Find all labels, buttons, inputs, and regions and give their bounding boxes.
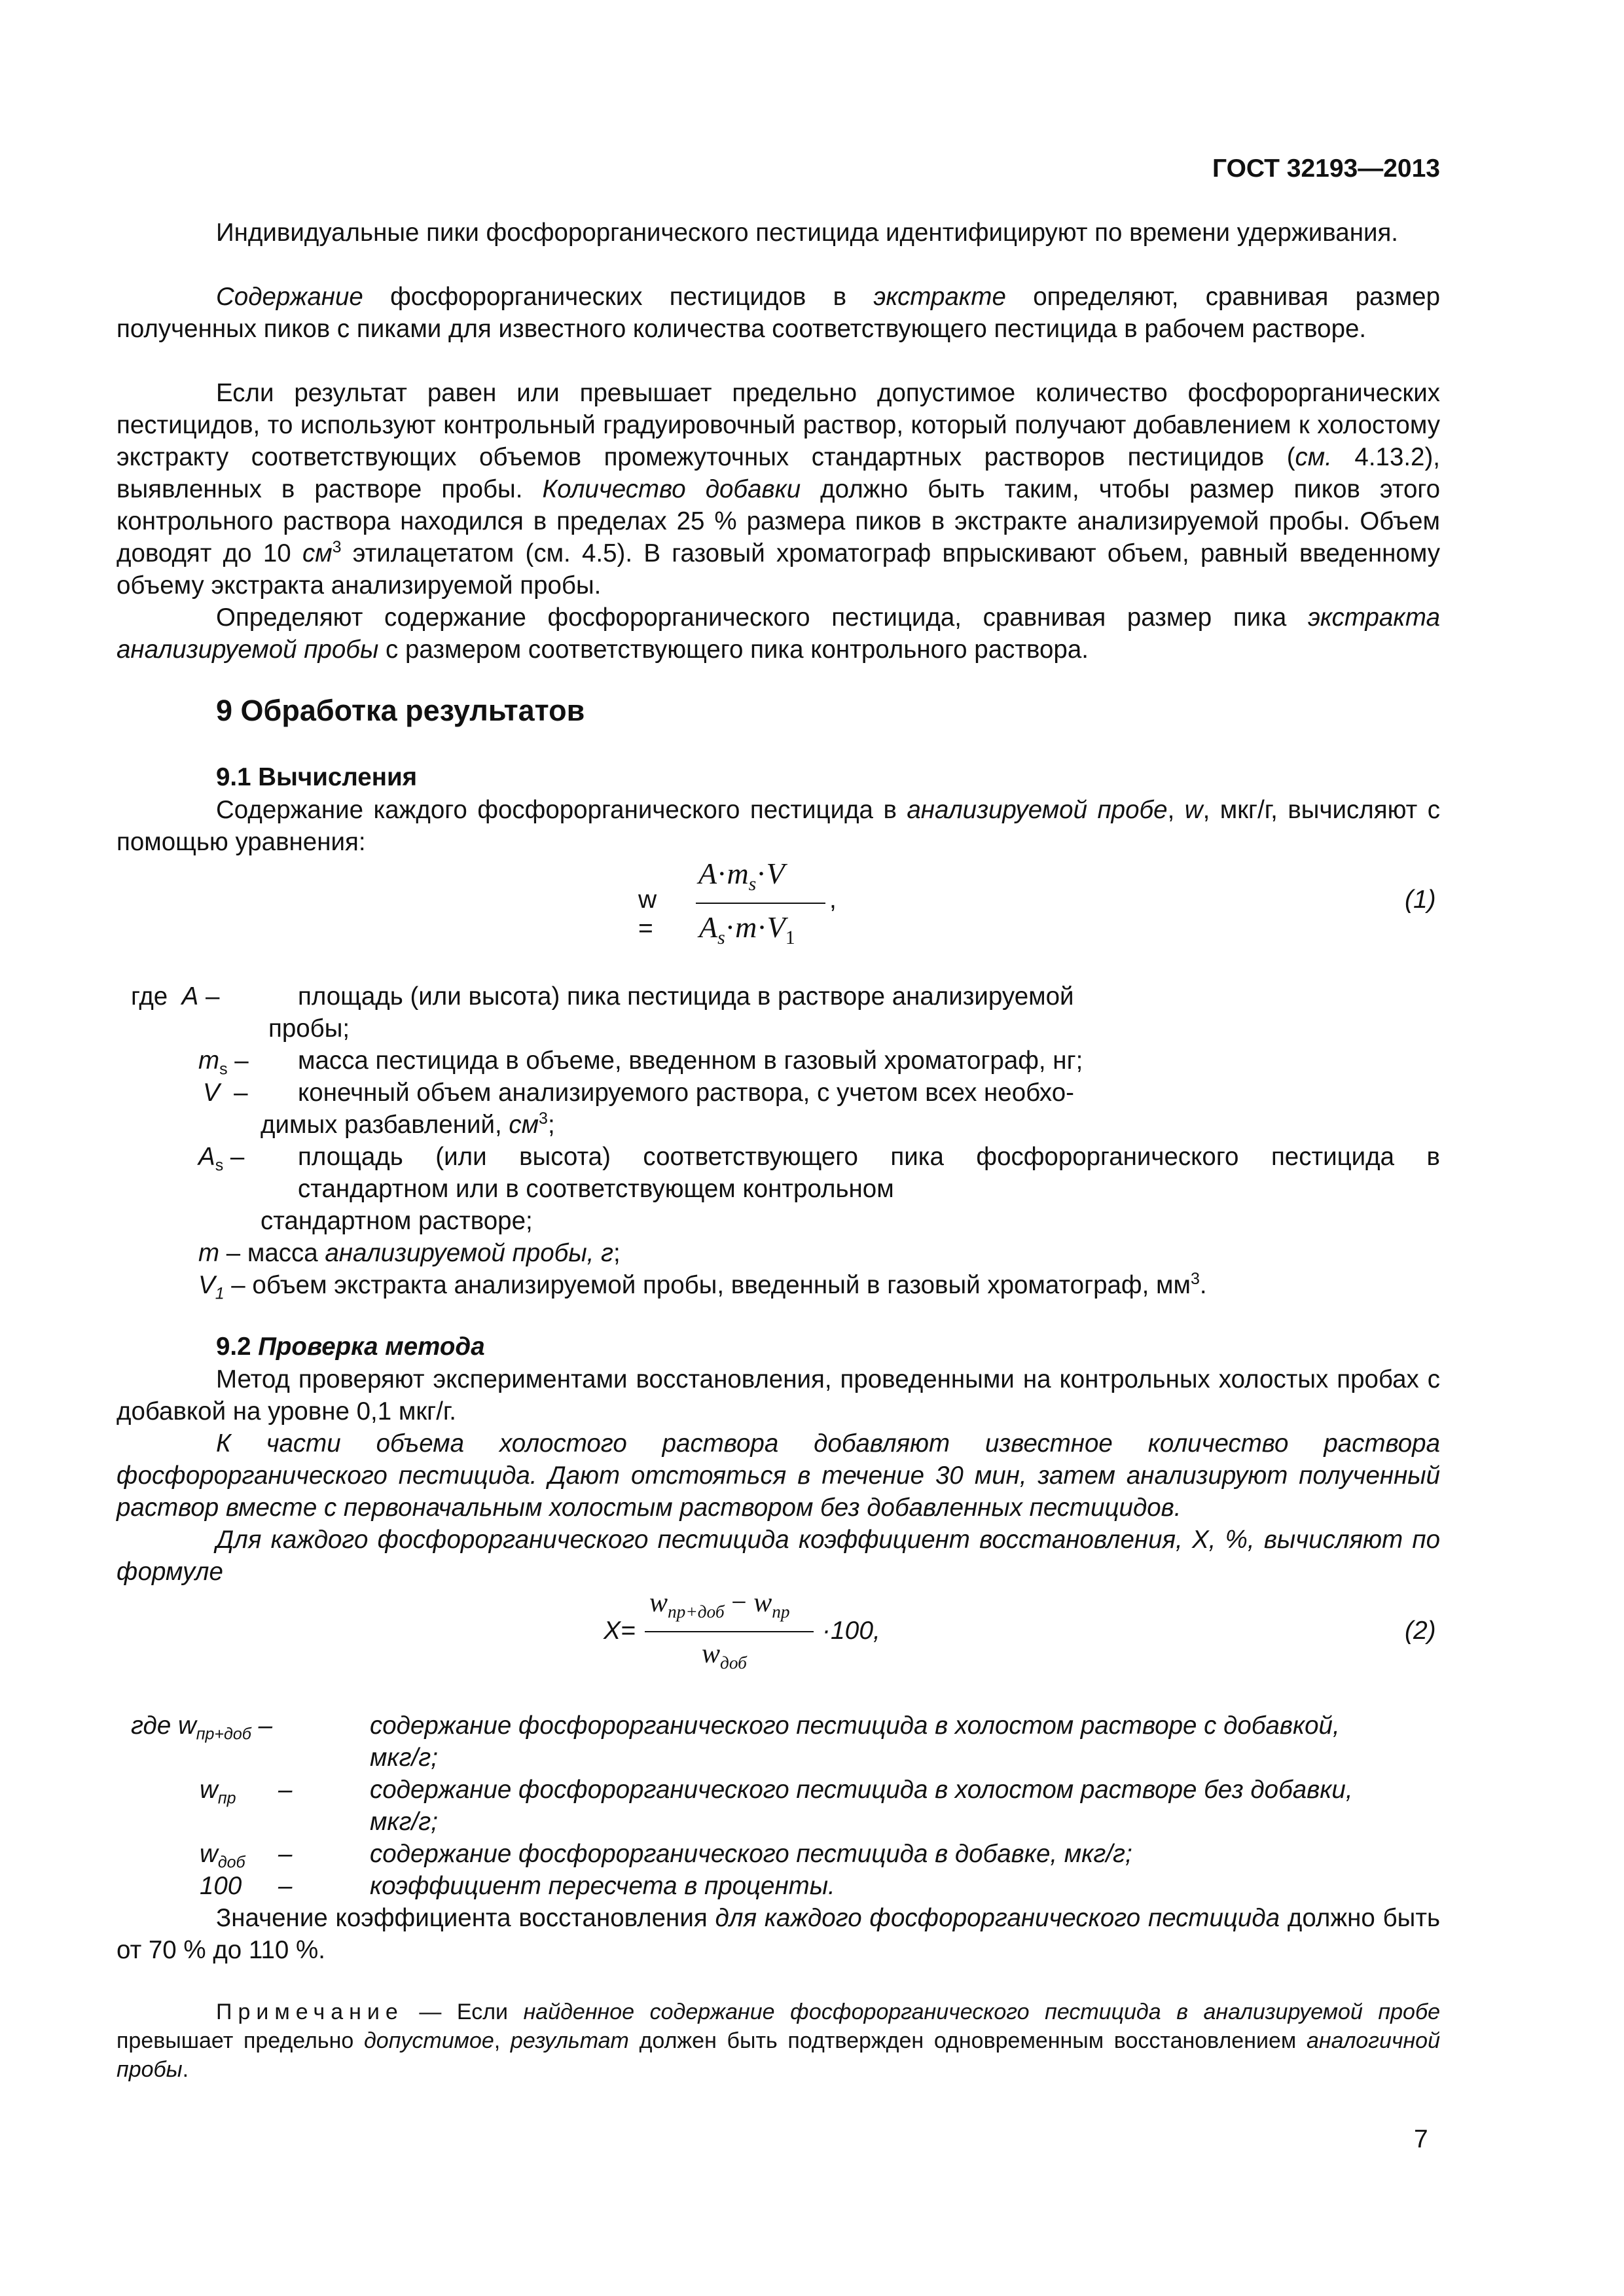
def2-wdob-label: $w_{доб}$ <box>200 1840 245 1872</box>
def-ms-label: $m_s$ – <box>198 1047 249 1079</box>
equation-1-fraction-bar <box>696 903 825 904</box>
def2-100-label: 100 <box>200 1872 242 1900</box>
def-v-label: V – <box>203 1079 248 1107</box>
paragraph-9-2-procedure: К части объема холостого раствора добавляют известное количество раствора фосфорорганического пестицида. Дают отстояться в течение 30 мин, затем анализируют полученный раствор вместе с первоначальным холостым раствором без добавленных пестицидов. <box>117 1429 1440 1522</box>
paragraph-9-2-method: Метод проверяют экспериментами восстановления, проведенными на контрольных холостых пробах с добавкой на уровне 0,1 мкг/г. <box>117 1365 1440 1426</box>
def2-wprdob-text-cont: мкг/г; <box>370 1744 438 1772</box>
note-paragraph: Примечание — Если найденное содержание фосфорорганического пестицида в анализируемой пробе превышает предельно допустимое, результат должен быть подтвержден одновременным восстановлением аналогичной пробы. <box>117 2000 1440 2082</box>
def2-wpr-text-cont: мкг/г; <box>370 1808 438 1836</box>
paragraph-determine-content: Определяют содержание фосфорорганического пестицида, сравнивая размер пика экстракта анализируемой пробы с размером соответствующего пика контрольного раствора. <box>117 603 1440 664</box>
def-a-text-cont: пробы; <box>268 1014 350 1043</box>
paragraph-9-2-formula-intro: Для каждого фосфорорганического пестицида коэффициент восстановления, X, %, вычисляют по формуле <box>117 1526 1440 1586</box>
equation-1-denominator: $A_s\cdot m\cdot V_1$ <box>699 910 795 949</box>
paragraph-retention-time: Индивидуальные пики фосфорорганического пестицида идентифицируют по времени удерживания. <box>216 219 1399 247</box>
def-v-text-cont: димых разбавлений, $см^3$; <box>261 1109 555 1139</box>
def-v-text: конечный объем анализируемого раствора, с учетом всех необхо- <box>298 1079 1074 1107</box>
subsection-heading-9-1: 9.1 Вычисления <box>216 763 418 791</box>
equation-1-number: (1) <box>1405 886 1436 914</box>
def2-100-text: коэффициент пересчета в проценты. <box>370 1872 835 1900</box>
def2-wdob-text: содержание фосфорорганического пестицида в добавке, мкг/г; <box>370 1840 1132 1868</box>
def2-wprdob-label: где $w_{пр+доб}$ – <box>131 1712 272 1744</box>
def2-wpr-label: $w_{пр}$ <box>200 1776 236 1808</box>
subsection-heading-9-2: 9.2 Проверка метода <box>216 1333 485 1361</box>
def-m: m – масса анализируемой пробы, г; <box>198 1239 621 1267</box>
def-as-label: $A_s$ – <box>198 1143 245 1175</box>
equation-1-numerator: $A\cdot m_s\cdot V$ <box>698 857 785 895</box>
equation-2-number: (2) <box>1405 1617 1436 1645</box>
def-as-text: площадь (или высота) соответствующего пика фосфорорганического пестицида в <box>298 1143 1440 1171</box>
equation-2-fraction-bar <box>645 1631 814 1632</box>
def2-wpr-text: содержание фосфорорганического пестицида в холостом растворе без добавки, <box>370 1776 1353 1804</box>
paragraph-content-extract: Содержание фосфорорганических пестицидов в экстракте определяют, сравнивая размер полученных пиков с пиками для известного количества соответствующего пестицида в рабочем растворе. <box>117 283 1440 343</box>
page-number: 7 <box>1414 2125 1428 2153</box>
equation-2-rhs: ·100, <box>822 1617 880 1645</box>
equation-2-denominator: $w_{доб}$ <box>702 1639 747 1673</box>
document-page: ГОСТ 32193—2013 Индивидуальные пики фосфорорганического пестицида идентифицируют по времени удерживания. Содержание фосфорорганических пестицидов в экстракте определяют, сравнивая размер полученных пиков с пиками для известного количества соответствующего пестицида в рабочем растворе. Если результат равен или превышает предельно допустимое количество фосфорорганических пестицидов, то используют контрольный градуировочный раствор, который получают добавлением к холостому экстракту соответствующих объемов промежуточных стандартных растворов пестицидов (см. 4.13.2), выявленных в растворе пробы. Количество добавки должно быть таким, чтобы размер пиков этого контрольного раствора находился в пределах 25 % размера пиков в экстракте анализируемой пробы. Объем доводят до 10 $см^3$ этилацетатом (см. 4.5). В газовый хроматограф впрыскивают объем, равный введенному объему экстракта анализируемой пробы. Определяют содержание фосфорорганического пестицида, сравнивая размер пика экстракта анализируемой пробы с размером соответствующего пика контрольного раствора. 9 Обработка результатов 9.1 Вычисления Содержание каждого фосфорорганического пестицида в анализируемой пробе, w, мкг/г, вычисляют с помощью уравнения: w = $A\cdot m_s\cdot V$ $A_s\cdot m\cdot V_1$ , (1) где A – площадь (или высота) пика пестицида в растворе анализируемой пробы; $m_s$ – масса пестицида в объеме, введенном в газовый хроматограф, нг; V – конечный объем анализируемого раствора, с учетом всех необхо- димых разбавлений, $см^3$; $A_s$ – площадь (или высота) соответствующего пика фосфорорганического пестицида в стандартном или в соответствующем контрольном стандартном растворе; m – масса анализируемой пробы, г; $V_1$ – объем экстракта анализируемой пробы, введенный в газовый хроматограф, $мм^3$. 9.2 Проверка метода Метод проверяют экспериментами восстановления, проведенными на контрольных холостых пробах с добавкой на уровне 0,1 мкг/г. К части объема холостого раствора добавляют известное количество раствора фосфорорганического пестицида. Дают отстояться в течение 30 мин, затем анализируют полученный раствор вместе с первоначальным холостым раствором без добавленных пестицидов. Для каждого фосфорорганического пестицида коэффициент восстановления, X, %, вычисляют по формуле X= $w_{пр+доб} - w_{пр}$ $w_{доб}$ ·100, (2) где $w_{пр+доб}$ – содержание фосфорорганического пестицида в холостом растворе с добавкой, мкг/г; $w_{пр}$ – содержание фосфорорганического пестицида в холостом растворе без добавки, мкг/г; $w_{доб}$ – содержание фосфорорганического пестицида в добавке, мкг/г; 100 – коэффициент пересчета в проценты. Значение коэффициента восстановления для каждого фосфорорганического пестицида должно быть от 70 % до 110 %. Примечание — Если найденное содержание фосфорорганического пестицида в анализируемой пробе превышает предельно допустимое, результат должен быть подтвержден одновременным восстановлением аналогичной пробы. 7 <box>117 154 1441 2153</box>
equation-2-numerator: $w_{пр+доб} - w_{пр}$ <box>649 1588 790 1622</box>
equation-2-lhs: X= <box>604 1617 636 1645</box>
standard-number: ГОСТ 32193—2013 <box>1212 154 1440 183</box>
def-ms-text: масса пестицида в объеме, введенном в газовый хроматограф, нг; <box>298 1047 1083 1075</box>
def-v1: $V_1$ – объем экстракта анализируемой пробы, введенный в газовый хроматограф, $мм^3$. <box>198 1270 1207 1303</box>
paragraph-calibration-solution: Если результат равен или превышает предельно допустимое количество фосфорорганических пестицидов, то используют контрольный градуировочный раствор, который получают добавлением к холостому экстракту соответствующих объемов промежуточных стандартных растворов пестицидов (см. 4.13.2), выявленных в растворе пробы. Количество добавки должно быть таким, чтобы размер пиков этого контрольного раствора находился в пределах 25 % размера пиков в экстракте анализируемой пробы. Объем доводят до 10 $см^3$ этилацетатом (см. 4.5). В газовый хроматограф впрыскивают объем, равный введенному объему экстракта анализируемой пробы. <box>117 379 1440 600</box>
def-as-text-cont2: стандартном растворе; <box>261 1207 533 1235</box>
paragraph-9-1-text: Содержание каждого фосфорорганического пестицида в анализируемой пробе, w, мкг/г, вычисляют с помощью уравнения: <box>117 796 1440 856</box>
equation-1-lhs: w = <box>638 886 657 942</box>
def2-wprdob-text: содержание фосфорорганического пестицида в холостом растворе с добавкой, <box>370 1712 1340 1740</box>
def-a-text: площадь (или высота) пика пестицида в растворе анализируемой <box>298 982 1074 1011</box>
paragraph-recovery-range: Значение коэффициента восстановления для каждого фосфорорганического пестицида должно быть от 70 % до 110 %. <box>117 1904 1441 1964</box>
def-as-text-cont: стандартном или в соответствующем контрольном <box>298 1175 894 1203</box>
def-a-label: где A – <box>131 982 220 1011</box>
section-heading-9: 9 Обработка результатов <box>216 694 585 727</box>
